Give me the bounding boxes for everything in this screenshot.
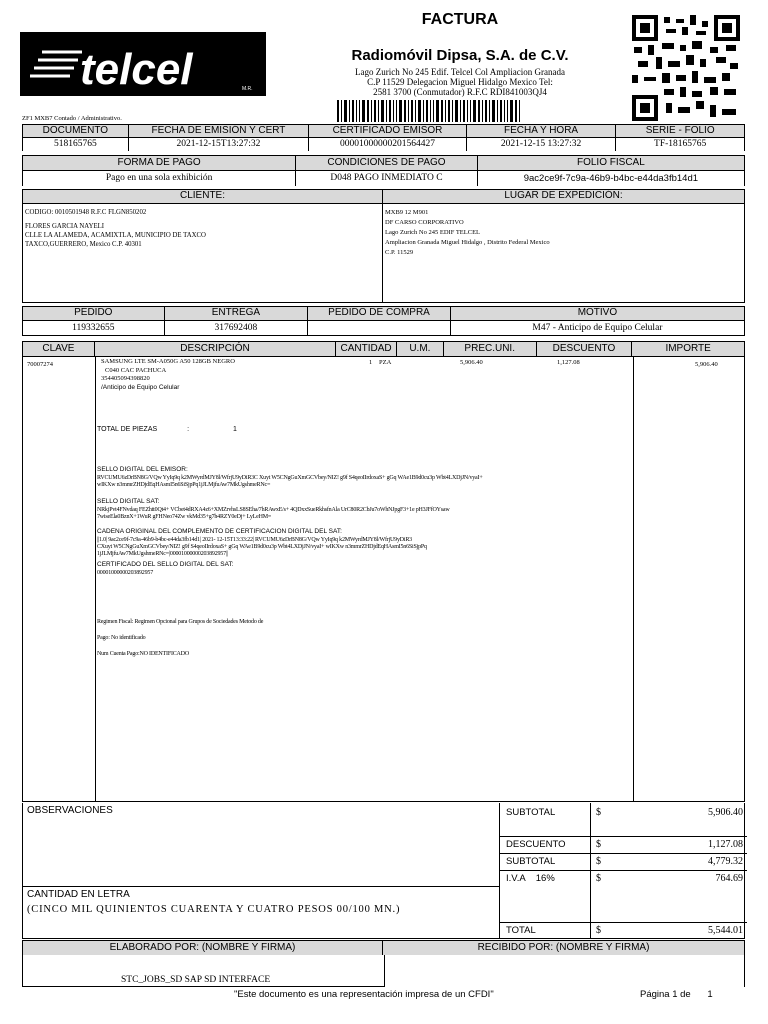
currency: $ bbox=[596, 839, 601, 850]
telcel-logo bbox=[20, 32, 266, 96]
pedido-compra-value bbox=[308, 321, 451, 335]
cert-sat-value: 00001000000203892957 bbox=[97, 569, 154, 576]
item-clave: 70007274 bbox=[27, 361, 53, 368]
lugar-expedicion-header: LUGAR DE EXPEDICIÓN: bbox=[383, 190, 744, 203]
client-name: FLORES GARCIA NAYELI bbox=[25, 223, 105, 230]
page-indicator bbox=[640, 989, 713, 1000]
descuento-header: DESCUENTO bbox=[537, 342, 633, 356]
entrega-value: 317692408 bbox=[165, 321, 309, 335]
client-line: CLLE LA ALAMEDA, ACAMIXTLA, MUNICIPIO DE TAXCO bbox=[25, 232, 206, 239]
item-desc-line: 354405094398820 bbox=[101, 375, 150, 382]
descuento-amount: 1,127.08 bbox=[708, 839, 743, 850]
col-fecha-emision-header: FECHA DE EMISIÓN Y CERT bbox=[129, 125, 310, 137]
col-fecha-hora-header: FECHA Y HORA bbox=[467, 125, 617, 137]
pedido-header: PEDIDO bbox=[23, 307, 165, 320]
item-cantidad: 1 bbox=[369, 359, 373, 366]
iva-amount: 764.69 bbox=[715, 873, 743, 884]
certificado-value: 00001000000201564427 bbox=[309, 138, 467, 151]
item-um: PZA bbox=[379, 359, 392, 366]
fecha-emision-value: 2021-12-15T13:27:32 bbox=[129, 138, 310, 151]
descripcion-header: DESCRIPCIÓN bbox=[95, 342, 336, 356]
item-desc-line: C040 CAC PACHUCA bbox=[105, 366, 167, 374]
total-row bbox=[500, 837, 747, 854]
logo-mark: M.R. bbox=[242, 86, 253, 92]
item-desc-line: /Anticipo de Equipo Celular bbox=[101, 383, 180, 391]
pago-info: Pago: No identificado bbox=[97, 635, 146, 641]
entrega-header: ENTREGA bbox=[165, 307, 309, 320]
total-label: TOTAL bbox=[506, 925, 536, 936]
subtotal-net-label: SUBTOTAL bbox=[506, 856, 556, 867]
item-description bbox=[101, 358, 331, 392]
page-label: Página 1 de bbox=[640, 989, 691, 1000]
sello-emisor-label: SELLO DIGITAL DEL EMISOR: bbox=[97, 466, 188, 473]
sello-sat-block bbox=[97, 498, 627, 521]
telcel-logo-graphic bbox=[20, 32, 266, 96]
sello-sat-label: SELLO DIGITAL SAT: bbox=[97, 498, 160, 505]
serie-folio-value: TF-18165765 bbox=[654, 139, 707, 149]
pedido-compra-header: PEDIDO DE COMPRA bbox=[308, 307, 451, 320]
page-total: 1 bbox=[707, 989, 713, 1000]
signature-body bbox=[22, 955, 745, 987]
cadena-line: 1jJLMjfuAw7MkUgshmeRNc=|00001000000203892957|| bbox=[97, 550, 228, 557]
elaborado-por-value: STC_JOBS_SD SAP SD INTERFACE bbox=[121, 975, 271, 985]
um-header: U.M. bbox=[397, 342, 444, 356]
item-desc-line: SAMSUNG LTE SM-A050G A50 128GB NEGRO bbox=[101, 358, 235, 365]
totals-table bbox=[499, 803, 746, 939]
cadena-line: ||1.0| 9ac2ce9f-7c9a-46b9-b4bc-e44da3fb14d1| 2021- 12-15T13:33:22| RVCUMU6zDrBN8G/VQw YyIq9q k2MWyrdMJY8l/WfrjU9yDiR3 bbox=[97, 536, 412, 543]
total-piezas bbox=[97, 426, 237, 433]
sello-emisor-block bbox=[97, 466, 627, 489]
cert-sat-label: CERTIFICADO DEL SELLO DIGITAL DEL SAT: bbox=[97, 561, 234, 568]
condiciones-pago-header: CONDICIONES DE PAGO bbox=[296, 156, 478, 170]
item-importe: 5,906.40 bbox=[695, 361, 718, 368]
value-row-3 bbox=[22, 320, 745, 336]
cantidad-letra: (CINCO MIL QUINIENTOS CUARENTA Y CUATRO PESOS 00/100 MN.) bbox=[27, 904, 401, 915]
motivo-value: M47 - Anticipo de Equipo Celular bbox=[532, 323, 663, 333]
cantidad-letra-label: CANTIDAD EN LETRA bbox=[27, 889, 130, 900]
item-prec-uni: 5,906.40 bbox=[460, 359, 483, 366]
expedition-line: DF CARSO CORPORATIVO bbox=[385, 219, 464, 226]
cadena-label: CADENA ORIGINAL DEL COMPLEMENTO DE CERTIFICACION DIGITAL DEL SAT: bbox=[97, 528, 342, 535]
documento-value: 518165765 bbox=[23, 138, 129, 151]
total-piezas-value: 1 bbox=[233, 426, 237, 433]
sello-emisor-line: RVCUMU6zDrBN8G/VQw YyIq9q k2MWyrdMJY8l/WfrjU9yDiR3C Xuyt W5CNgGuXmGCVbey/NIZ! g9f S4qeoIIrdoxaS+ gGq WAe1B9d0cu3p Wbt4LXDjJN/vyaI+ bbox=[97, 474, 483, 481]
total-row bbox=[500, 923, 747, 939]
elaborado-por-header: ELABORADO POR: (NOMBRE Y FIRMA) bbox=[23, 941, 383, 955]
pedido-value: 119332655 bbox=[23, 321, 165, 335]
currency: $ bbox=[596, 856, 601, 867]
cuenta-info: Num Cuenta Pago:NO IDENTIFICADO bbox=[97, 651, 189, 657]
expedition-line: C.P. 11529 bbox=[385, 249, 414, 256]
sello-sat-line: NRkjPvt4FNvdaq FEZhtt0Qt4+ VCbet4dRXA4z6+XMZrvhsLS8SEha/7hRAwxE/s+ 4QDxxSueRkhsfnAla UrC80R2CbJu7oWhNJpgF3+1e pH3JFfOYsaw bbox=[97, 506, 450, 513]
barcode bbox=[337, 100, 623, 122]
subtotal-amount: 5,906.40 bbox=[708, 807, 743, 818]
subtotal-label: SUBTOTAL bbox=[506, 807, 556, 818]
cliente-header: CLIENTE: bbox=[23, 190, 383, 203]
address-line: 2581 3700 (Conmutador) R.F.C RDI841003QJ4 bbox=[373, 87, 547, 97]
fecha-hora-value: 2021-12-15 13:27:32 bbox=[467, 138, 617, 151]
company-address bbox=[305, 67, 615, 97]
sello-emisor-line: wIKXw n3mmrZHDjdEqHAsmI5n6SiSjpPq1jJLMjfuAw7MkUgshmeRNc= bbox=[97, 481, 271, 488]
currency: $ bbox=[596, 807, 601, 818]
client-line: TAXCO,GUERRERO, Mexico C.P. 40301 bbox=[25, 241, 142, 248]
col-documento-header: DOCUMENTO bbox=[23, 125, 129, 137]
qr-code-graphic bbox=[632, 15, 740, 121]
col-certificado-header: CERTIFICADO EMISOR bbox=[309, 125, 467, 137]
condiciones-pago-value: D048 PAGO INMEDIATO C bbox=[296, 171, 478, 186]
total-row bbox=[500, 803, 747, 837]
header-row-2 bbox=[22, 155, 745, 170]
company-name: Radiomóvil Dipsa, S.A. de C.V. bbox=[351, 47, 569, 64]
forma-pago-value: Pago en una sola exhibición bbox=[23, 171, 296, 186]
total-amount: 5,544.01 bbox=[708, 925, 743, 936]
signature-header-row bbox=[22, 940, 745, 955]
cantidad-header: CANTIDAD bbox=[336, 342, 397, 356]
client-header-row bbox=[22, 189, 745, 203]
header-row-1 bbox=[22, 124, 745, 137]
importe-header: IMPORTE bbox=[632, 342, 744, 356]
descuento-label: DESCUENTO bbox=[506, 839, 566, 850]
total-row bbox=[500, 854, 747, 871]
items-body bbox=[22, 356, 745, 802]
cert-sat-block bbox=[97, 561, 627, 577]
subtotal-net-amount: 4,779.32 bbox=[708, 856, 743, 867]
summary-section bbox=[22, 803, 745, 939]
footer-note: "Este documento es una representación impresa de un CFDI" bbox=[234, 989, 494, 1000]
item-descuento: 1,127.08 bbox=[557, 359, 580, 366]
currency: $ bbox=[596, 873, 601, 884]
value-row-1 bbox=[22, 137, 745, 151]
cadena-block bbox=[97, 528, 627, 558]
sello-sat-line: 7wiseEla0BznX+1WuR gFHNeo74Zw vkMd35+g7h4RZY0eDj+ LyLeHM= bbox=[97, 513, 272, 520]
total-piezas-separator: : bbox=[187, 426, 190, 433]
header-row-3 bbox=[22, 306, 745, 320]
expedition-line: Ampliacion Granada Miguel Hidalgo , Distrito Federal Mexico bbox=[385, 239, 550, 246]
folio-fiscal-header: FOLIO FISCAL bbox=[478, 156, 744, 170]
expedition-line: Lago Zurich No 245 EDIF TELCEL bbox=[385, 229, 481, 236]
value-row-2 bbox=[22, 170, 745, 186]
address-line: C.P 11529 Delegacion Miguel Hidalgo Mexico Tel: bbox=[367, 77, 553, 87]
regimen-fiscal: Regimen Fiscal: Regimen Opcional para Grupos de Sociedades Metodo de bbox=[97, 619, 264, 625]
total-piezas-label: TOTAL DE PIEZAS bbox=[97, 426, 158, 433]
cadena-line: CXuyt W5CNgGuXmGCVbey/NIZ! g9f S4qeoIIrdoxaS+ gGq WAe1B9d0cu3p Wbt4LXDjJN/vyaI+ wIKXw n3mmrZHDjdEqHAsmI5n6SiSjpPq bbox=[97, 543, 427, 550]
folio-fiscal-value: 9ac2ce9f-7c9a-46b9-b4bc-e44da3fb14d1 bbox=[523, 173, 699, 184]
col-serie-folio-header: SERIE - FOLIO bbox=[616, 125, 744, 137]
expedition-line: MXB9 12 M901 bbox=[385, 209, 429, 216]
total-row bbox=[500, 871, 747, 923]
items-header-row bbox=[22, 341, 745, 356]
expedition-info bbox=[383, 204, 744, 302]
motivo-header: MOTIVO bbox=[451, 307, 744, 320]
prec-uni-header: PREC.UNI. bbox=[444, 342, 537, 356]
logo-text: telcel bbox=[80, 45, 193, 94]
observaciones-label: OBSERVACIONES bbox=[27, 805, 113, 816]
iva-label: I.V.A 16% bbox=[506, 873, 555, 884]
document-title: FACTURA bbox=[421, 11, 499, 28]
clave-header: CLAVE bbox=[23, 342, 95, 356]
zone-line: ZF1 MXB7 Contado / Administrativo. bbox=[22, 115, 122, 122]
currency: $ bbox=[596, 925, 601, 936]
qr-code bbox=[632, 15, 740, 121]
address-line: Lago Zurich No 245 Edif. Telcel Col Ampliacion Granada bbox=[355, 67, 565, 77]
recibido-por-header: RECIBIDO POR: (NOMBRE Y FIRMA) bbox=[383, 941, 744, 955]
client-body-row bbox=[22, 203, 745, 303]
client-info bbox=[23, 204, 383, 302]
forma-pago-header: FORMA DE PAGO bbox=[23, 156, 296, 170]
client-line: CODIGO: 0010501948 R.F.C FLGN850202 bbox=[25, 209, 147, 216]
